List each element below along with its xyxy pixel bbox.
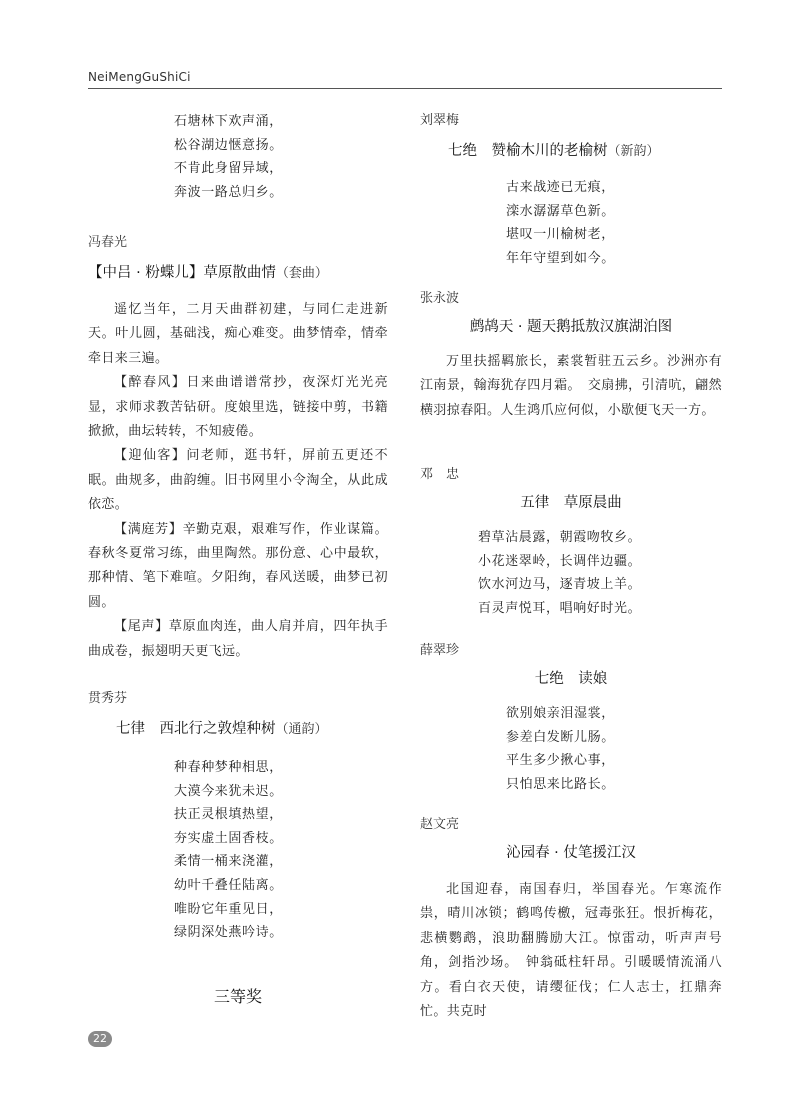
poem-title: [448, 138, 722, 164]
verse-line: 参差白发断儿肠。: [506, 729, 615, 745]
verse-line: 饮水河边马，逐青坡上羊。: [478, 577, 642, 593]
verse-line: 石塘林下欢声涌，: [174, 114, 283, 129]
verse-line: 只怕思来比路长。: [506, 776, 615, 792]
poem-verse: [174, 756, 388, 945]
author-name: 薛翠珍: [420, 643, 460, 658]
poem-verse: [478, 526, 722, 620]
title-text: 七律 西北行之敦煌种树: [116, 721, 276, 737]
prose-paragraph: 【醉春风】日来曲谱谱常抄，夜深灯光光亮显，求师求教苦钻研。度娘里选，链接中剪，书籍掀掀，曲坛转转，不知疲倦。: [88, 375, 388, 440]
title-text: 【中吕 · 粉蝶儿】草原散曲情: [88, 265, 276, 281]
verse-line: 松谷湖边惬意扬。: [174, 137, 283, 153]
prose-paragraph: 北国迎春，南国春归，举国春光。乍寒流作祟，晴川冰锁；鹤鸣传檄，冠毒张狂。恨折梅花，悲横鹦鹉，浪助翻腾励大江。惊雷动，听声声号角，剑指沙场。 钟翁砥柱轩昂。引暖暖情流涌八方。看白衣天使，请缨征伐；仁人志士，扛鼎奔忙。共克时: [420, 882, 722, 1020]
prose-paragraph: 遥忆当年，二月天曲群初建，与同仁走进新天。叶儿圆，基础浅，痴心难变。曲梦情牵，情牵牵日来三遍。: [88, 302, 388, 366]
rhyme-note: （套曲）: [275, 266, 328, 281]
author-name: 刘翠梅: [420, 113, 460, 128]
header-rule: [88, 88, 722, 89]
verse-line: 平生多少揪心事，: [506, 753, 615, 769]
poem-title: [420, 314, 722, 340]
poem-title: [88, 260, 388, 286]
verse-line: 年年守望到如今。: [506, 250, 615, 266]
poem-prose: [420, 878, 722, 1024]
verse-line: 奔波一路总归乡。: [174, 184, 283, 200]
title-text: 七绝 赞榆木川的老榆树: [448, 143, 608, 159]
verse-line: 绿阴深处燕吟诗。: [174, 925, 283, 941]
verse-line: 扶正灵根填热望，: [174, 807, 283, 823]
verse-line: 种春种梦种相思，: [174, 760, 283, 775]
poem-verse: [506, 702, 722, 796]
verse-line: 夯实虚土固香枝。: [174, 830, 283, 846]
verse-line: 小花迷翠岭，长调伴边疆。: [478, 553, 642, 569]
title-text: 沁园春 · 仗笔援江汉: [506, 845, 636, 861]
verse-line: 唯盼它年重见日，: [174, 901, 283, 917]
poem-prose: [420, 350, 722, 423]
author-name: 张永波: [420, 291, 460, 306]
verse-line: 百灵声悦耳，唱响好时光。: [478, 600, 642, 616]
poem-prose: [88, 298, 388, 664]
poem-verse: [506, 176, 722, 270]
poem-title: [116, 716, 388, 742]
author-name: 冯春光: [88, 235, 128, 250]
title-text: 五律 草原晨曲: [520, 495, 622, 511]
verse-line: 不肯此身留异域，: [174, 161, 283, 177]
verse-line: 大漠今来犹未迟。: [174, 783, 283, 799]
verse-line: 碧草沾晨露，朝霞吻牧乡。: [478, 530, 642, 545]
title-text: 鹧鸪天 · 题天鹅抵敖汉旗湖泊图: [469, 319, 673, 335]
verse-line: 柔情一桶来浇灌，: [174, 854, 283, 870]
poem-title: [420, 666, 722, 692]
poem-title: [420, 840, 722, 866]
page-number-badge: 22: [88, 1031, 112, 1047]
verse-line: 堪叹一川榆树老，: [506, 227, 615, 243]
prose-paragraph: 【尾声】草原血肉连，曲人肩并肩，四年执手曲成卷，振翅明天更飞远。: [88, 619, 388, 659]
title-text: 七绝 读娘: [534, 671, 608, 687]
verse-line: 幼叶千叠任陆离。: [174, 877, 283, 893]
verse-line: 滦水潺潺草色新。: [506, 203, 615, 219]
author-name: 赵文亮: [420, 817, 460, 832]
award-heading: 三等奖: [213, 987, 262, 1006]
author-name: 贯秀芬: [88, 691, 128, 706]
verse-line: 欲别娘亲泪湿裳，: [506, 706, 615, 721]
verse-line: 古来战迹已无痕，: [506, 180, 615, 195]
poem-continued: [174, 110, 388, 204]
author-name: 邓 忠: [420, 467, 460, 482]
prose-paragraph: 万里扶摇羁旅长，素裳暂驻五云乡。沙洲亦有江南景，翰海犹存四月霜。 交扇拂，引清吭，翩然横羽掠春阳。人生鸿爪应何似，小歇便飞天一方。: [420, 354, 722, 418]
rhyme-note: （通韵）: [275, 722, 328, 737]
prose-paragraph: 【迎仙客】问老师，逛书轩，屏前五更还不眠。曲规多，曲韵缠。旧书网里小令淘全，从此成依恋。: [88, 448, 388, 513]
running-head: NeiMengGuShiCi: [88, 70, 191, 84]
poem-title: [420, 490, 722, 516]
rhyme-note: （新韵）: [607, 144, 660, 159]
prose-paragraph: 【满庭芳】辛勤克艰，艰难写作，作业谋篇。春秋冬夏常习练，曲里陶然。那份意、心中最软，那种情、笔下难喧。夕阳绚，春风送暖，曲梦已初圆。: [88, 521, 388, 610]
